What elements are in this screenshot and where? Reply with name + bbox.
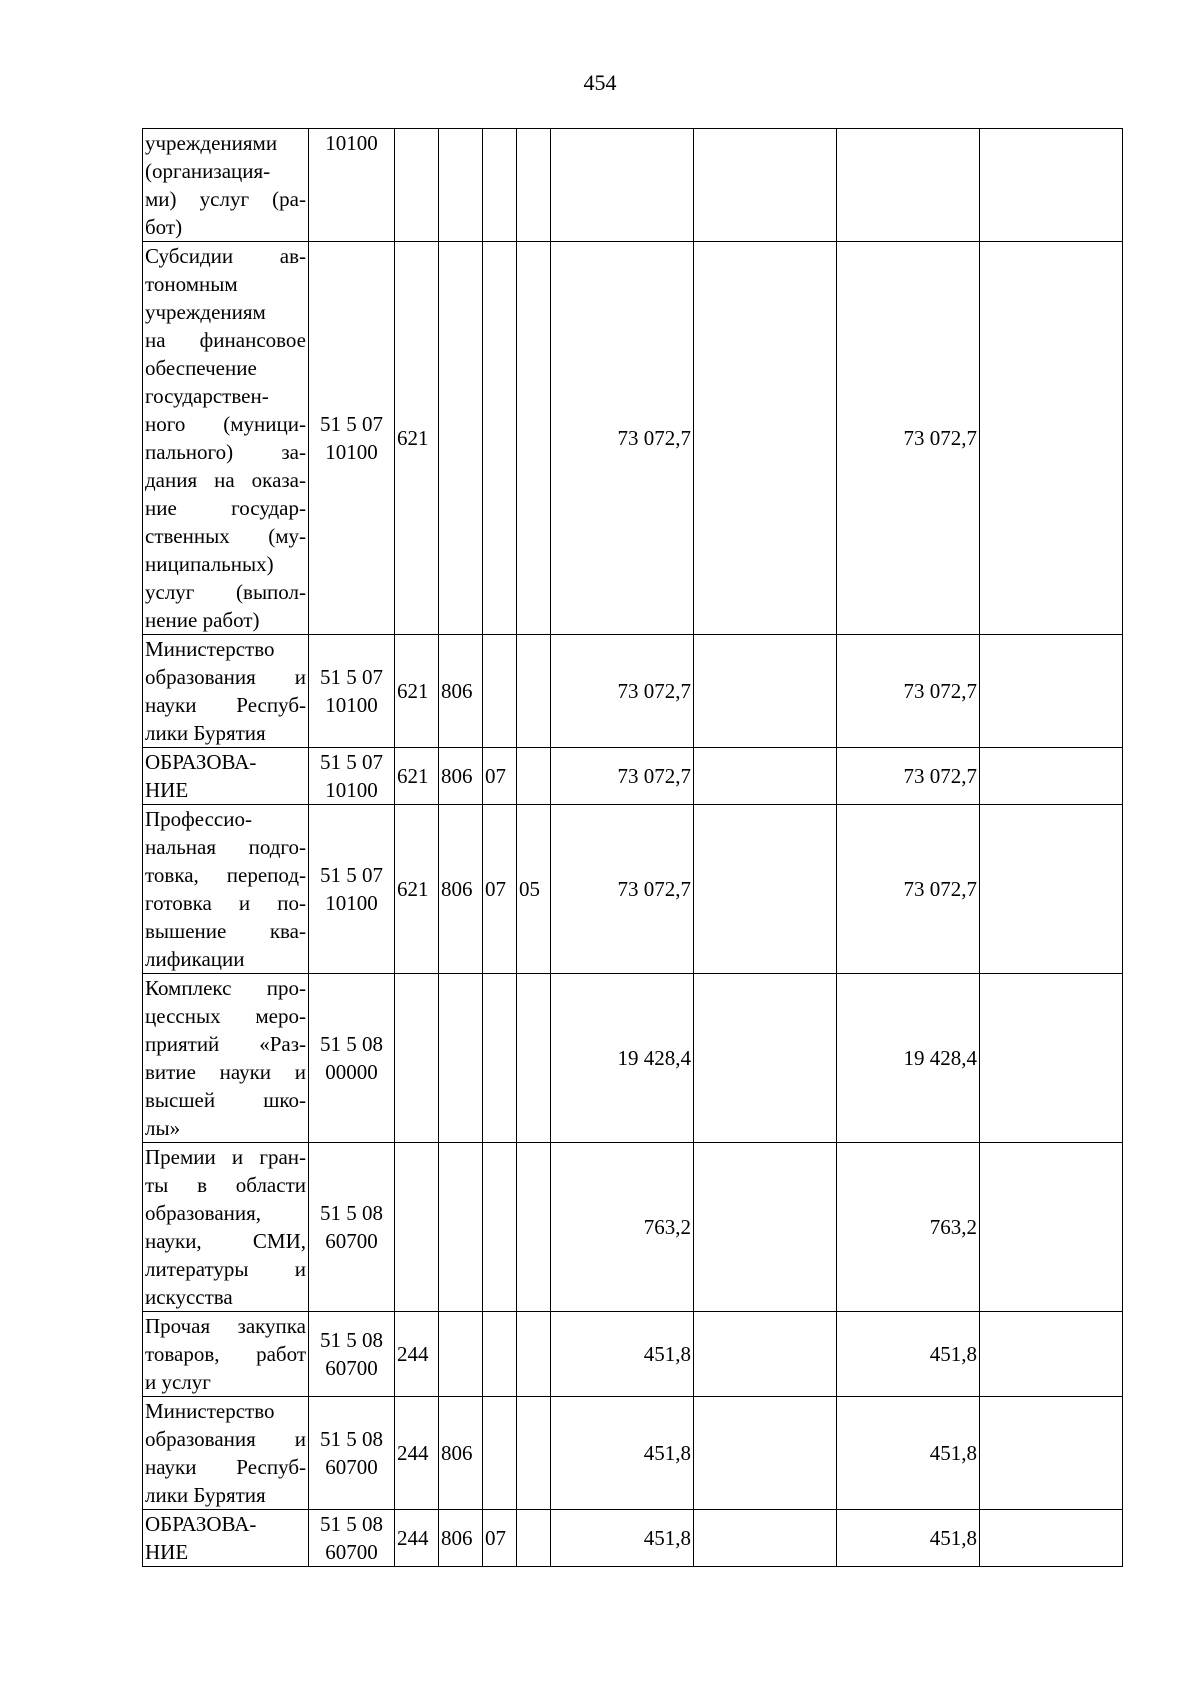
row-name-line: образования,: [145, 1201, 262, 1225]
row-name-cell: [143, 1397, 309, 1510]
row-name-line: ты в области: [145, 1173, 306, 1197]
row-rz-cell: [483, 1143, 517, 1312]
row-csr-cell: [309, 974, 395, 1143]
row-vr-cell: 244: [395, 1510, 439, 1567]
row-pr-cell: [517, 748, 551, 805]
row-name-line: Комплекс про-: [145, 976, 306, 1000]
row-name-cell: [143, 242, 309, 635]
row-total-cell: 451,8: [551, 1510, 694, 1567]
table-row: [143, 748, 1123, 805]
row-pr-cell: [517, 129, 551, 242]
row-rz-cell: [483, 635, 517, 748]
row-csr-cell: [309, 1143, 395, 1312]
table-row: [143, 974, 1123, 1143]
row-other-cell: [980, 1143, 1123, 1312]
row-csr-line: 51 5 07: [320, 665, 383, 689]
row-pr-cell: [517, 635, 551, 748]
row-name-cell: [143, 974, 309, 1143]
row-name-line: науки Респуб-: [145, 693, 306, 717]
row-other-cell: [980, 242, 1123, 635]
row-name-line: услуг (выпол-: [145, 580, 306, 604]
row-grbs-cell: [439, 974, 483, 1143]
row-regional-cell: 451,8: [837, 1510, 980, 1567]
row-federal-cell: [694, 974, 837, 1143]
row-name-line: пального) за-: [145, 440, 306, 464]
row-rz-cell: 07: [483, 1510, 517, 1567]
row-other-cell: [980, 635, 1123, 748]
row-name-line: обеспечение: [145, 356, 257, 380]
budget-table: [142, 128, 1123, 1567]
row-total-cell: 73 072,7: [551, 635, 694, 748]
row-other-cell: [980, 1510, 1123, 1567]
row-csr-cell: [309, 129, 395, 242]
row-grbs-cell: [439, 1143, 483, 1312]
row-grbs-cell: 806: [439, 1397, 483, 1510]
row-grbs-cell: 806: [439, 805, 483, 974]
row-csr-line: 10100: [325, 778, 378, 802]
row-name-cell: [143, 1510, 309, 1567]
row-name-line: лификации: [145, 947, 245, 971]
row-regional-cell: 451,8: [837, 1397, 980, 1510]
row-name-line: Прочая закупка: [145, 1314, 306, 1338]
row-name-cell: [143, 1312, 309, 1397]
row-name-line: НИЕ: [145, 1540, 189, 1564]
row-name-line: бот): [145, 215, 183, 239]
table-row: [143, 129, 1123, 242]
row-rz-cell: [483, 974, 517, 1143]
row-federal-cell: [694, 1143, 837, 1312]
row-name-line: учреждениями: [145, 131, 278, 155]
row-pr-cell: [517, 1397, 551, 1510]
row-csr-line: 10100: [325, 693, 378, 717]
row-vr-cell: 621: [395, 805, 439, 974]
row-name-line: науки Респуб-: [145, 1455, 306, 1479]
row-name-cell: [143, 748, 309, 805]
row-other-cell: [980, 1312, 1123, 1397]
row-name-cell: [143, 635, 309, 748]
row-total-cell: 73 072,7: [551, 242, 694, 635]
row-grbs-cell: [439, 1312, 483, 1397]
row-grbs-cell: 806: [439, 1510, 483, 1567]
row-name-line: цессных меро-: [145, 1004, 306, 1028]
row-csr-line: 51 5 08: [320, 1032, 383, 1056]
row-total-cell: [551, 129, 694, 242]
row-rz-cell: [483, 1397, 517, 1510]
row-name-line: на финансовое: [145, 328, 306, 352]
row-total-cell: 451,8: [551, 1397, 694, 1510]
row-csr-line: 60700: [325, 1229, 378, 1253]
page-number: 454: [583, 70, 617, 95]
row-name-line: витие науки и: [145, 1060, 306, 1084]
row-name-line: нение работ): [145, 608, 260, 632]
row-regional-cell: 73 072,7: [837, 805, 980, 974]
row-name-line: ОБРАЗОВА-: [145, 750, 257, 774]
row-csr-cell: [309, 1397, 395, 1510]
row-csr-line: 00000: [325, 1060, 378, 1084]
row-name-line: Субсидии ав-: [145, 244, 306, 268]
row-csr-line: 10100: [325, 440, 378, 464]
row-rz-cell: [483, 242, 517, 635]
table-row: [143, 242, 1123, 635]
row-csr-cell: [309, 242, 395, 635]
table-row: [143, 1312, 1123, 1397]
row-other-cell: [980, 129, 1123, 242]
row-federal-cell: [694, 748, 837, 805]
row-vr-cell: 621: [395, 748, 439, 805]
row-name-line: государствен-: [145, 384, 269, 408]
row-name-line: ниципальных): [145, 552, 274, 576]
row-federal-cell: [694, 805, 837, 974]
row-vr-cell: 244: [395, 1312, 439, 1397]
row-total-cell: 73 072,7: [551, 748, 694, 805]
row-csr-line: 51 5 07: [320, 863, 383, 887]
row-name-line: готовка и по-: [145, 891, 306, 915]
row-csr-line: 10100: [325, 131, 378, 155]
row-name-line: товаров, работ: [145, 1342, 306, 1366]
row-other-cell: [980, 748, 1123, 805]
row-vr-cell: 621: [395, 635, 439, 748]
table-row: [143, 805, 1123, 974]
row-csr-line: 51 5 08: [320, 1201, 383, 1225]
row-vr-cell: 244: [395, 1397, 439, 1510]
row-rz-cell: [483, 1312, 517, 1397]
row-regional-cell: 451,8: [837, 1312, 980, 1397]
row-csr-line: 51 5 08: [320, 1427, 383, 1451]
row-csr-cell: [309, 748, 395, 805]
row-csr-line: 60700: [325, 1540, 378, 1564]
row-name-line: высшей шко-: [145, 1088, 306, 1112]
row-total-cell: 451,8: [551, 1312, 694, 1397]
row-regional-cell: 763,2: [837, 1143, 980, 1312]
row-name-line: ми) услуг (ра-: [145, 187, 306, 211]
row-name-line: (организация-: [145, 159, 271, 183]
row-grbs-cell: [439, 242, 483, 635]
row-name-line: ного (муници-: [145, 412, 306, 436]
row-total-cell: 19 428,4: [551, 974, 694, 1143]
row-regional-cell: 73 072,7: [837, 635, 980, 748]
row-name-line: науки, СМИ,: [145, 1229, 306, 1253]
row-total-cell: 73 072,7: [551, 805, 694, 974]
row-name-line: ОБРАЗОВА-: [145, 1512, 257, 1536]
row-rz-cell: 07: [483, 805, 517, 974]
row-csr-cell: [309, 1312, 395, 1397]
row-name-line: лы»: [145, 1116, 181, 1140]
row-federal-cell: [694, 635, 837, 748]
row-name-cell: [143, 805, 309, 974]
row-name-line: и услуг: [145, 1370, 211, 1394]
row-vr-cell: 621: [395, 242, 439, 635]
table-body: [143, 129, 1123, 1567]
row-vr-cell: [395, 129, 439, 242]
row-name-line: Министерство: [145, 637, 275, 661]
row-name-line: НИЕ: [145, 778, 189, 802]
row-name-line: ственных (му-: [145, 524, 306, 548]
table-row: [143, 635, 1123, 748]
row-pr-cell: [517, 1312, 551, 1397]
table-row: [143, 1510, 1123, 1567]
row-csr-cell: [309, 1510, 395, 1567]
row-pr-cell: 05: [517, 805, 551, 974]
row-csr-cell: [309, 805, 395, 974]
table-row: [143, 1143, 1123, 1312]
row-pr-cell: [517, 242, 551, 635]
row-csr-cell: [309, 635, 395, 748]
row-name-line: искусства: [145, 1285, 233, 1309]
row-rz-cell: [483, 129, 517, 242]
row-name-line: Премии и гран-: [145, 1145, 306, 1169]
row-other-cell: [980, 1397, 1123, 1510]
row-regional-cell: 19 428,4: [837, 974, 980, 1143]
row-name-line: товка, перепод-: [145, 863, 306, 887]
row-name-line: лики Бурятия: [145, 1483, 266, 1507]
row-pr-cell: [517, 1510, 551, 1567]
row-vr-cell: [395, 974, 439, 1143]
row-name-cell: [143, 129, 309, 242]
row-name-line: образования и: [145, 1427, 306, 1451]
row-regional-cell: [837, 129, 980, 242]
row-name-line: нальная подго-: [145, 835, 306, 859]
row-csr-line: 60700: [325, 1455, 378, 1479]
row-federal-cell: [694, 1312, 837, 1397]
row-name-line: лики Бурятия: [145, 721, 266, 745]
row-grbs-cell: 806: [439, 748, 483, 805]
row-csr-line: 51 5 07: [320, 412, 383, 436]
row-csr-line: 51 5 08: [320, 1328, 383, 1352]
row-name-line: литературы и: [145, 1257, 306, 1281]
row-name-line: образования и: [145, 665, 306, 689]
row-federal-cell: [694, 1510, 837, 1567]
row-name-line: вышение ква-: [145, 919, 306, 943]
row-name-line: Профессио-: [145, 807, 252, 831]
row-csr-line: 10100: [325, 891, 378, 915]
row-other-cell: [980, 805, 1123, 974]
row-csr-line: 60700: [325, 1356, 378, 1380]
row-federal-cell: [694, 1397, 837, 1510]
row-other-cell: [980, 974, 1123, 1143]
row-regional-cell: 73 072,7: [837, 242, 980, 635]
row-name-line: учреждениям: [145, 300, 266, 324]
row-name-line: приятий «Раз-: [145, 1032, 306, 1056]
row-regional-cell: 73 072,7: [837, 748, 980, 805]
row-total-cell: 763,2: [551, 1143, 694, 1312]
row-vr-cell: [395, 1143, 439, 1312]
row-rz-cell: 07: [483, 748, 517, 805]
row-name-line: ние государ-: [145, 496, 306, 520]
row-federal-cell: [694, 242, 837, 635]
row-name-cell: [143, 1143, 309, 1312]
row-pr-cell: [517, 974, 551, 1143]
row-pr-cell: [517, 1143, 551, 1312]
row-csr-line: 51 5 08: [320, 1512, 383, 1536]
row-federal-cell: [694, 129, 837, 242]
row-grbs-cell: 806: [439, 635, 483, 748]
row-name-line: тономным: [145, 272, 238, 296]
row-grbs-cell: [439, 129, 483, 242]
row-name-line: дания на оказа-: [145, 468, 306, 492]
table-row: [143, 1397, 1123, 1510]
row-name-line: Министерство: [145, 1399, 275, 1423]
row-csr-line: 51 5 07: [320, 750, 383, 774]
